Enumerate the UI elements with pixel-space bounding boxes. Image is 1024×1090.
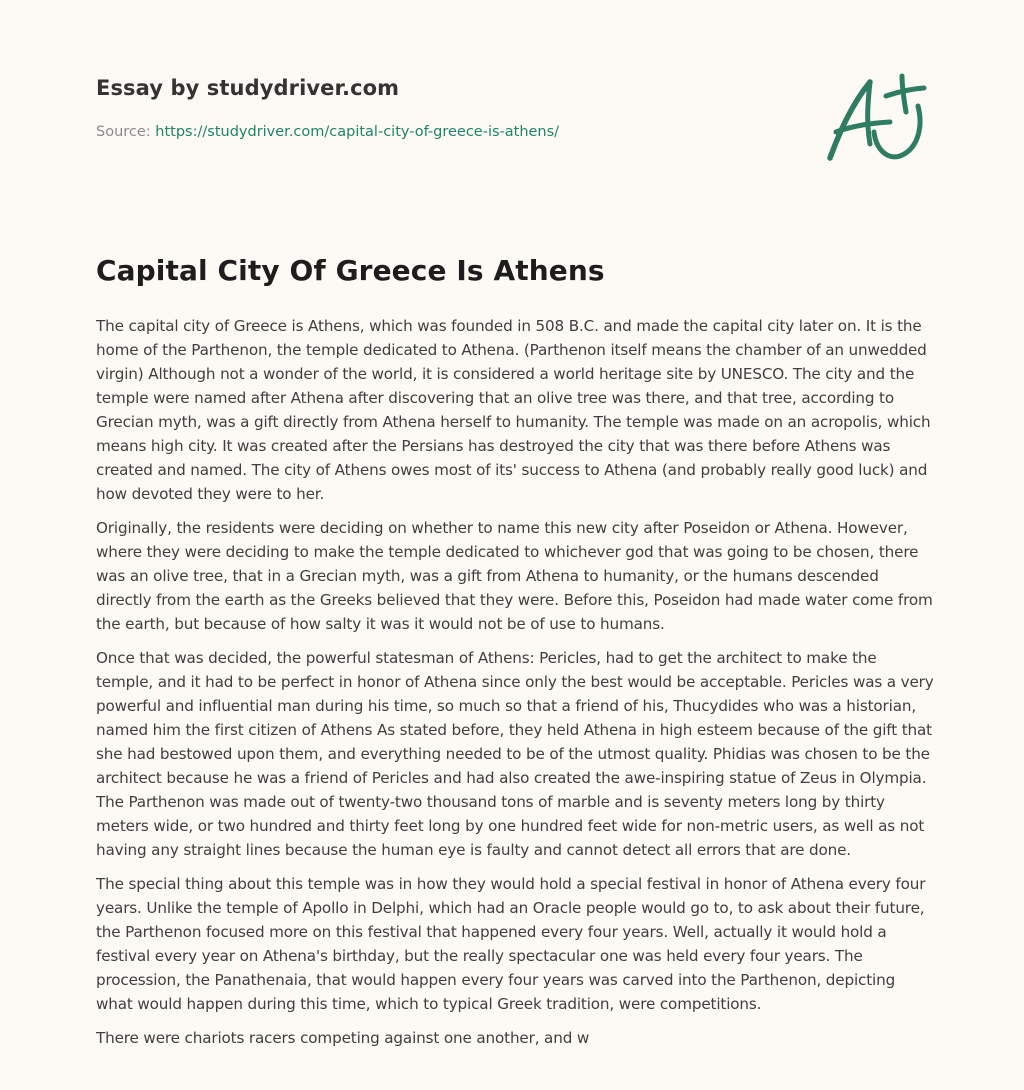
site-header <box>96 76 399 100</box>
paragraph: Once that was decided, the powerful statesman of Athens: Pericles, had to get the architect to make the temple, and it had to be perfect in honor of Athena since only the best would be acceptable. Pericles was a very powerful and influential man during his time, so much so that a friend of his, Thucydides who was a historian, named him the first citizen of Athens As stated before, they held Athena in high esteem because of the gift that she had bestowed upon them, and everything needed to be of the utmost quality. Phidias was chosen to be the architect because he was a friend of Pericles and had also created the awe-inspiring statue of Zeus in Olympia. The Parthenon was made out of twenty-two thousand tons of marble and is seventy meters long by thirty meters wide, or two hundred and thirty feet long by one hundred feet wide for non-metric users, as well as not having any straight lines because the human eye is faulty and cannot detect all errors that are done. <box>96 649 934 859</box>
paragraph: Originally, the residents were deciding on whether to name this new city after Poseidon or Athena. However, where they were deciding to make the temple dedicated to whichever god that was going to be chosen, there was an olive tree, that in a Grecian myth, was a gift from Athena to humanity, or the humans descended directly from the earth as the Greeks believed that they were. Before this, Poseidon had made water come from the earth, but because of how salty it was it would not be of use to humans. <box>96 519 933 633</box>
source-label: Source: <box>96 124 151 140</box>
brand-heading: Essay by studydriver.com <box>96 76 400 100</box>
paragraph: The special thing about this temple was in how they would hold a special festival in honor of Athena every four years. Unlike the temple of Apollo in Delphi, which had an Oracle people would go to, to ask about their future, the Parthenon focused more on this festival that happened every four years. Well, actually it would hold a festival every year on Athena's birthday, but the really spectacular one was held every four years. The procession, the Panathenaia, that would happen every four years was carved into the Parthenon, depicting what would happen during this time, which to typical Greek tradition, were competitions. <box>96 875 926 1013</box>
essay-title: Capital City Of Greece Is Athens <box>96 254 605 287</box>
source-link[interactable]: https://studydriver.com/capital-city-of-greece-is-athens/ <box>155 124 560 140</box>
paragraph: The capital city of Greece is Athens, which was founded in 508 B.C. and made the capital city later on. It is the home of the Parthenon, the temple dedicated to Athena. (Parthenon itself means the chamber of an unwedded virgin) Although not a wonder of the world, it is considered a world heritage site by UNESCO. The city and the temple were named after Athena after discovering that an olive tree was there, and that tree, according to Grecian myth, was a gift directly from Athena herself to humanity. The temple was made on an acropolis, which means high city. It was created after the Persians has destroyed the city that was there before Athens was created and named. The city of Athens owes most of its' success to Athena (and probably really good luck) and how devoted they were to her. <box>96 317 931 503</box>
paragraph: There were chariots racers competing against one another, and w <box>96 1029 590 1047</box>
essay-body <box>96 314 936 1060</box>
a-plus-grade-icon <box>820 66 930 166</box>
source-line <box>96 124 559 140</box>
